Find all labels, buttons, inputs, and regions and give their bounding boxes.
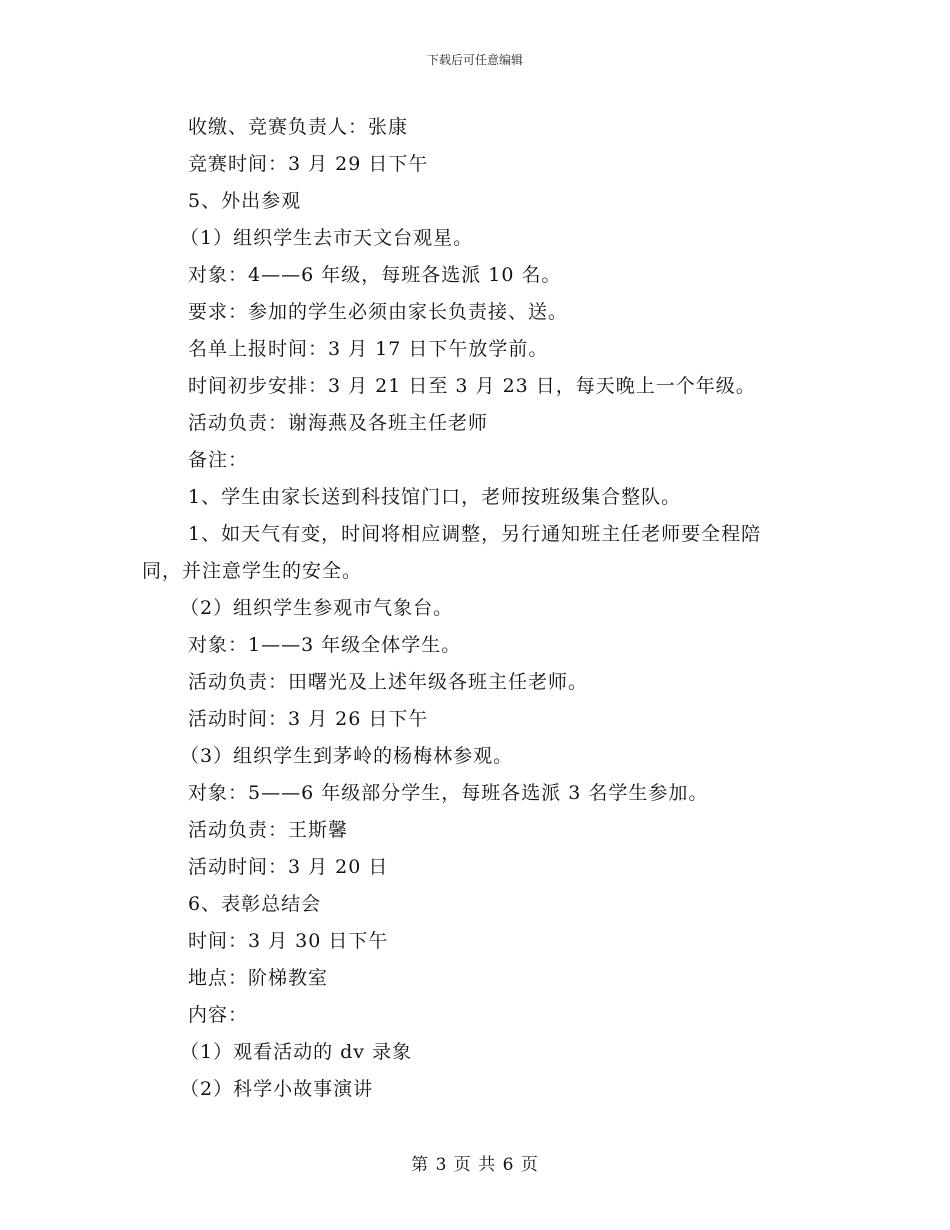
text-line: 名单上报时间：3 月 17 日下午放学前。 [188, 338, 549, 360]
page-footer: 第 3 页 共 6 页 [411, 1155, 539, 1175]
text-line: （1）观看活动的 dv 录象 [180, 1041, 413, 1063]
text-line: 活动时间：3 月 20 日 [188, 856, 389, 878]
text-line: 1、如天气有变，时间将相应调整，另行通知班主任老师要全程陪 [188, 523, 762, 545]
text-line: 同，并注意学生的安全。 [142, 560, 363, 582]
text-line: 内容： [188, 1004, 249, 1026]
section-heading: 6、表彰总结会 [188, 893, 322, 915]
text-line: 对象：4——6 年级，每班各选派 10 名。 [188, 264, 562, 286]
text-line: （2）科学小故事演讲 [180, 1078, 374, 1100]
text-line: 时间：3 月 30 日下午 [188, 930, 389, 952]
text-line: 时间初步安排：3 月 21 日至 3 月 23 日，每天晚上一个年级。 [188, 375, 756, 397]
section-heading: 5、外出参观 [188, 190, 302, 212]
text-line: 活动负责：王斯馨 [188, 819, 349, 841]
text-line: 1、学生由家长送到科技馆门口，老师按班级集合整队。 [188, 486, 682, 508]
text-line: 活动负责：田曙光及上述年级各班主任老师。 [188, 671, 589, 693]
text-line: 对象：1——3 年级全体学生。 [188, 634, 462, 656]
text-line: 要求：参加的学生必须由家长负责接、送。 [188, 301, 569, 323]
text-line: 活动负责：谢海燕及各班主任老师 [188, 412, 489, 434]
text-line: （1）组织学生去市天文台观星。 [180, 227, 474, 249]
text-line: 收缴、竞赛负责人：张康 [188, 116, 409, 138]
page-header: 下载后可任意编辑 [426, 53, 523, 67]
text-line: 备注： [188, 449, 249, 471]
text-line: 活动时间：3 月 26 日下午 [188, 708, 429, 730]
text-line: （3）组织学生到茅岭的杨梅林参观。 [180, 745, 514, 767]
text-line: 地点：阶梯教室 [188, 967, 329, 989]
text-line: 竞赛时间：3 月 29 日下午 [188, 153, 429, 175]
text-line: （2）组织学生参观市气象台。 [180, 597, 454, 619]
text-line: 对象：5——6 年级部分学生，每班各选派 3 名学生参加。 [188, 782, 709, 804]
